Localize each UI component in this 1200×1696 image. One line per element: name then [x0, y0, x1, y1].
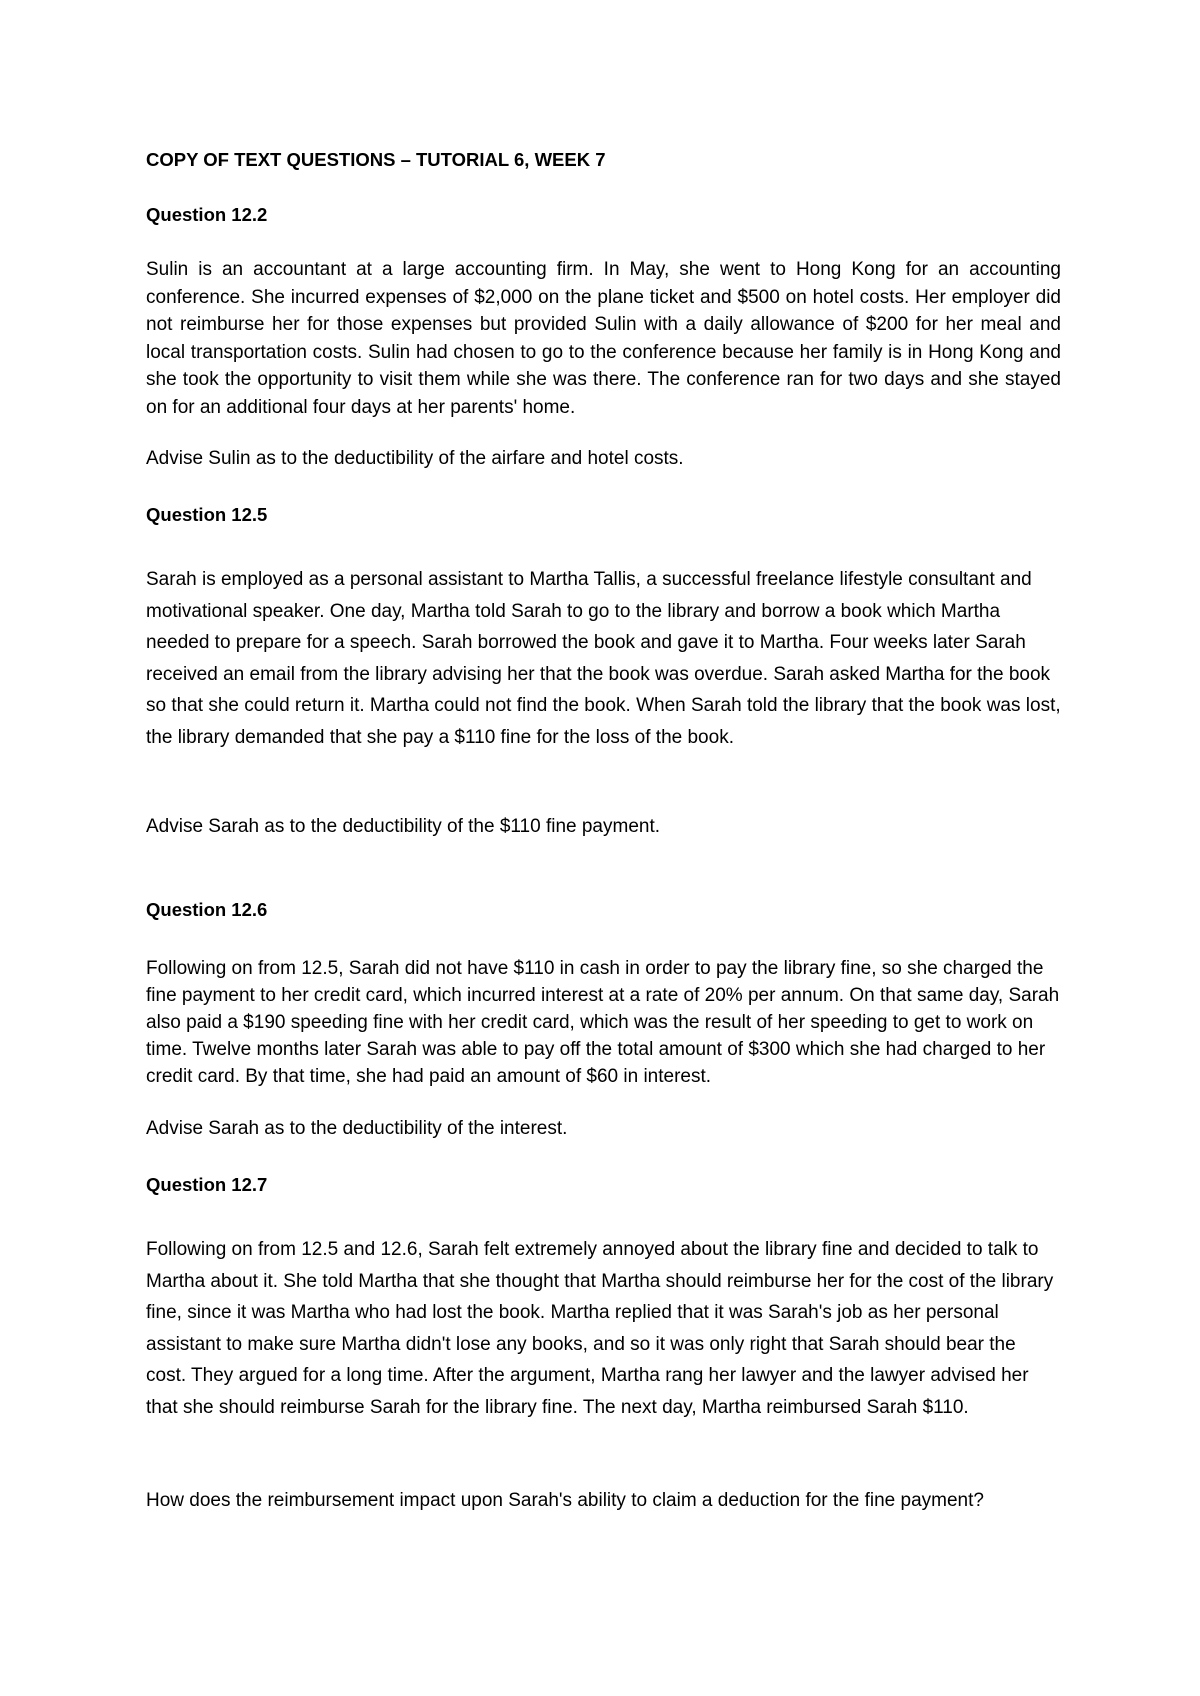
question-12-5-body: Sarah is employed as a personal assistant to Martha Tallis, a successful freelance lifestyle consultant and motivational speaker. One day, Martha told Sarah to go to the library and borrow a book which Martha needed to prepare for a speech. Sarah borrowed the book and gave it to Martha. Four weeks later Sarah received an email from the library advising her that the book was overdue. Sarah asked Martha for the book so that she could return it. Martha could not find the book. When Sarah told the library that the book was lost, the library demanded that she pay a $110 fine for the loss of the book.: [146, 569, 1061, 748]
question-12-5-prompt: Advise Sarah as to the deductibility of the $110 fine payment.: [146, 816, 661, 837]
question-12-7-prompt: How does the reimbursement impact upon Sarah's ability to claim a deduction for the fine payment?: [146, 1490, 984, 1511]
question-12-5-heading: Question 12.5: [146, 504, 268, 525]
document-title: COPY OF TEXT QUESTIONS – TUTORIAL 6, WEEK 7: [146, 149, 606, 170]
question-12-2-heading: Question 12.2: [146, 204, 268, 225]
question-12-6-prompt: Advise Sarah as to the deductibility of the interest.: [146, 1118, 568, 1139]
question-12-6-body: Following on from 12.5, Sarah did not have $110 in cash in order to pay the library fine, so she charged the fine payment to her credit card, which incurred interest at a rate of 20% per annum. On that same day, Sarah also paid a $190 speeding fine with her credit card, which was the result of her speeding to get to work on time. Twelve months later Sarah was able to pay off the total amount of $300 which she had charged to her credit card. By that time, she had paid an amount of $60 in interest.: [146, 958, 1060, 1087]
question-12-7-body: Following on from 12.5 and 12.6, Sarah felt extremely annoyed about the library fine and decided to talk to Martha about it. She told Martha that she thought that Martha should reimburse her for the cost of the library fine, since it was Martha who had lost the book. Martha replied that it was Sarah's job as her personal assistant to make sure Martha didn't lose any books, and so it was only right that Sarah should bear the cost. They argued for a long time. After the argument, Martha rang her lawyer and the lawyer advised her that she should reimburse Sarah for the library fine. The next day, Martha reimbursed Sarah $110.: [146, 1239, 1054, 1418]
question-12-6-heading: Question 12.6: [146, 899, 268, 920]
question-12-2-prompt: Advise Sulin as to the deductibility of the airfare and hotel costs.: [146, 448, 684, 469]
question-12-7-heading: Question 12.7: [146, 1174, 268, 1195]
question-12-2-body: Sulin is an accountant at a large accounting firm. In May, she went to Hong Kong for an accounting conference. She incurred expenses of $2,000 on the plane ticket and $500 on hotel costs. Her employer did not reimburse her for those expenses but provided Sulin with a daily allowance of $200 for her meal and local transportation costs. Sulin had chosen to go to the conference because her family is in Hong Kong and she took the opportunity to visit them while she was there. The conference ran for two days and she stayed on for an additional four days at her parents' home.: [146, 259, 1061, 418]
